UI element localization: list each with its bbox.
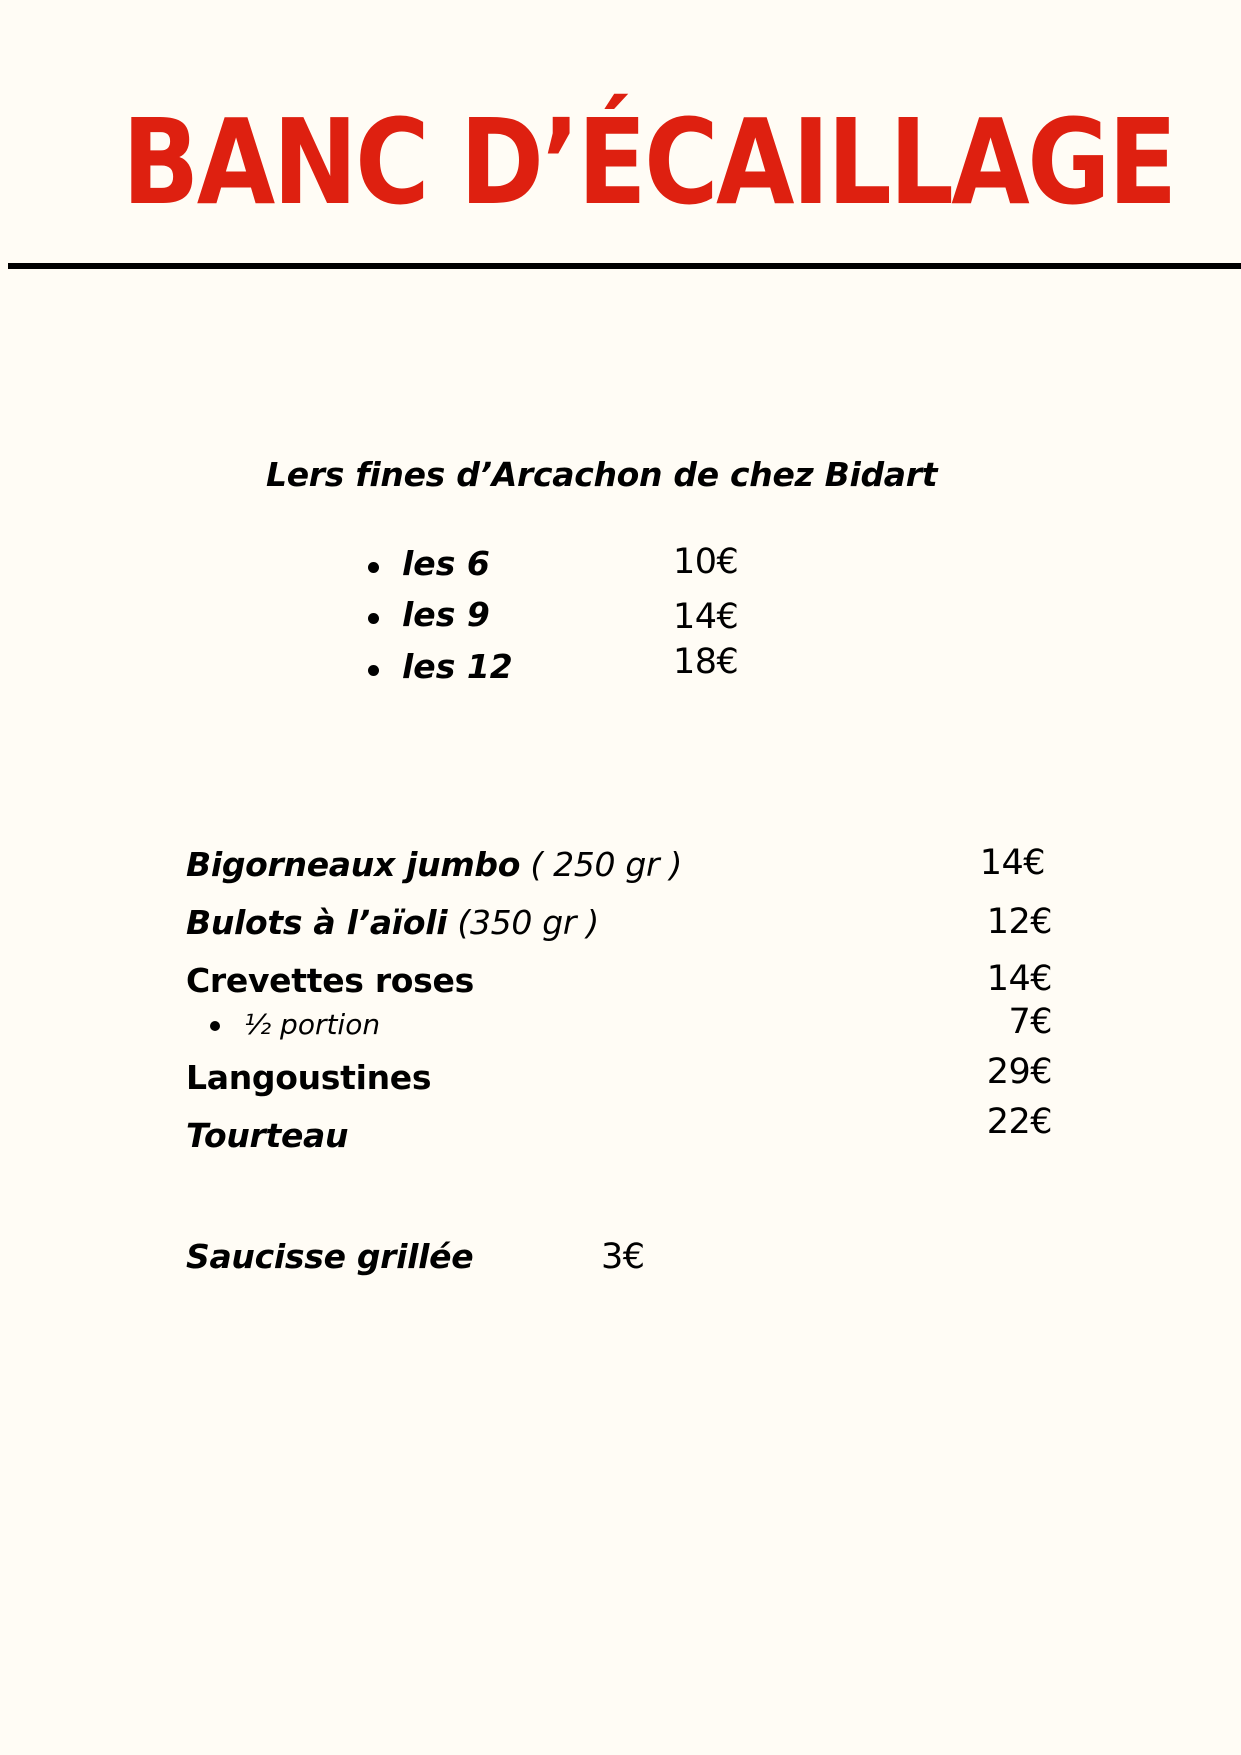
item-name: Tourteau xyxy=(186,1116,349,1155)
menu-title: BANC D’ÉCAILLAGE xyxy=(122,93,1175,231)
item-weight: ( 250 gr ) xyxy=(520,845,683,884)
oyster-price: 10€ xyxy=(673,542,739,582)
item-name: Saucisse grillée xyxy=(186,1237,474,1276)
oyster-price: 14€ xyxy=(673,597,739,637)
sub-item-price: 7€ xyxy=(1008,1002,1052,1042)
bullet-icon xyxy=(210,1021,220,1031)
sub-item-label: ½ portion xyxy=(244,1008,381,1041)
item-price: 14€ xyxy=(986,959,1052,999)
item-price: 22€ xyxy=(986,1102,1052,1142)
oyster-quantity: les 9 xyxy=(402,595,490,634)
item-name: Langoustines xyxy=(186,1058,432,1097)
oyster-quantity: les 12 xyxy=(402,647,513,686)
item-name: Bulots à l’aïoli xyxy=(186,903,448,942)
item-price: 29€ xyxy=(986,1052,1052,1092)
bullet-icon xyxy=(368,562,379,573)
item-name: Bigorneaux jumbo xyxy=(186,845,521,884)
bullet-icon xyxy=(368,665,379,676)
oysters-heading: Lers fines d’Arcachon de chez Bidart xyxy=(266,455,938,494)
item-weight: (350 gr ) xyxy=(447,903,599,942)
item-price: 3€ xyxy=(601,1237,645,1277)
bullet-icon xyxy=(368,613,379,624)
item-name: Crevettes roses xyxy=(186,961,474,1000)
oyster-quantity: les 6 xyxy=(402,544,490,583)
header-divider xyxy=(8,263,1241,269)
item-price: 14€ xyxy=(979,843,1045,883)
item-price: 12€ xyxy=(986,902,1052,942)
oyster-price: 18€ xyxy=(673,642,739,682)
